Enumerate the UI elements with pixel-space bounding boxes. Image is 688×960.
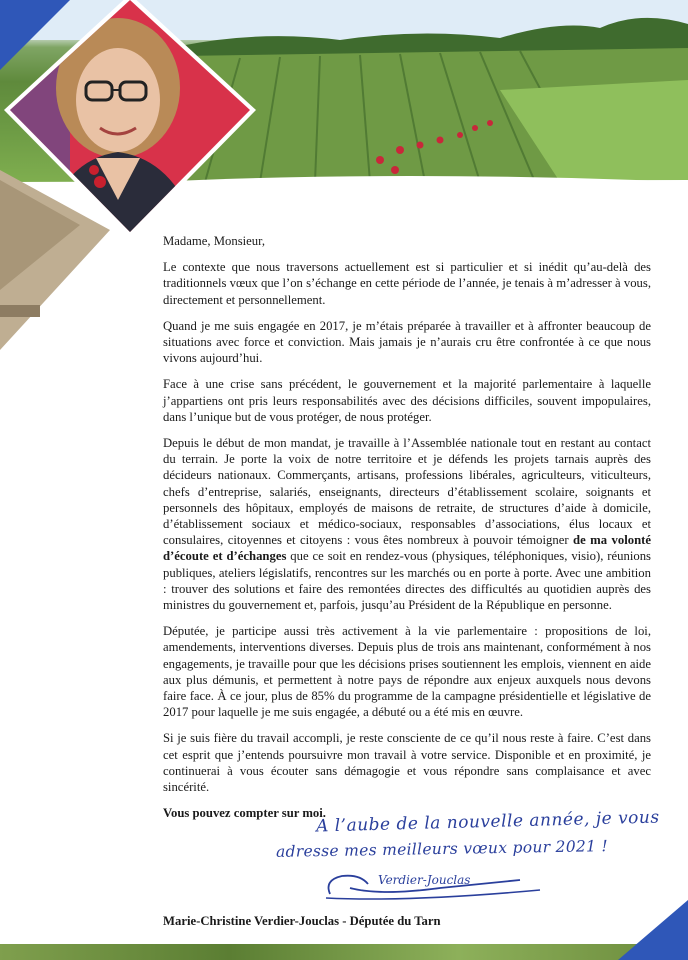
handwritten-signature	[320, 866, 550, 906]
paragraph-2: Quand je me suis engagée en 2017, je m’étais préparée à travailler et à affronter beaucoup de situations avec force et conviction. Mais jamais je n’aurais cru être confrontée à ce que nous vivons aujourd’hui.	[163, 318, 651, 366]
salutation: Madame, Monsieur,	[163, 234, 266, 248]
letter-body	[163, 233, 651, 832]
paragraph-1: Le contexte que nous traversons actuellement est si particulier et si inédit qu’au-delà des traditionnels vœux que l’on s’échange en cette période de l’année, je tenais à m’adresser à vous, directement et personnellement.	[163, 260, 651, 307]
signatory-name: Marie-Christine Verdier-Jouclas - Députée du Tarn	[163, 914, 441, 928]
paragraph-5: Députée, je participe aussi très activement à la vie parlementaire : propositions de loi, amendements, interventions diverses. Depuis plus de trois ans maintenant, conformément à nos engagements, je travaille pour que les décisions prises soutiennent les emplois, viennent en aide aux plus démunis, et permettent à notre pays de répondre aux enjeux auxquels nous devons faire face. À ce jour, plus de 85% du programme de la campagne présidentielle et législative de 2017 pour laquelle je me suis engagée, a débuté ou a été mis en œuvre.	[163, 624, 651, 720]
paragraph-4	[163, 435, 651, 613]
svg-text:Verdier-Jouclas: Verdier-Jouclas	[378, 873, 471, 887]
blue-corner-decoration-bottom	[618, 900, 688, 960]
paragraph-3: Face à une crise sans précédent, le gouvernement et la majorité parlementaire à laquelle j’appartiens ont pris leurs responsabilités avec des décisions difficiles, souvent impopulaires, dans l’unique but de vous protéger, de nous protéger.	[163, 377, 651, 424]
paragraph-4-text: Depuis le début de mon mandat, je travaille à l’Assemblée nationale tout en restant au contact du terrain. Je porte la voix de notre territoire et je défends les projets tarnais auprès des décideurs nationaux. Commerçants, artisans, professions libérales, agriculteurs, viticulteurs, chefs d’entreprise, salariés, enseignants, directeurs d’établissement scolaire, soignants et personnels des hôpitaux, employés de maisons de retraite, de structures d’aide à domicile, d’établissement sociaux et médico-sociaux, responsables d’associations, élus locaux et consulaires, citoyennes et citoyens : vous êtes nombreux à pouvoir témoigner	[163, 436, 651, 548]
paragraph-4-text-continued: que ce soit en rendez-vous (physiques, téléphoniques, visio), réunions publiques, ateliers législatifs, rencontres sur les marchés ou en porte à porte. Avec une ambition : trouver des solutions et faire des remontées directes des difficultés au quotidien auprès des ministres du gouvernement et, parfois, jusqu’au Président de la République en personne.	[163, 549, 651, 613]
paragraph-4-emphasis: de ma volonté d’écoute et d’échanges	[163, 533, 651, 564]
handwritten-line-1: A l’aube de la nouvelle année, je vous	[315, 807, 660, 837]
closing-line: Vous pouvez compter sur moi.	[163, 806, 326, 821]
handwritten-line-2: adresse mes meilleurs vœux pour 2021 !	[275, 837, 609, 861]
footer-photo-strip	[0, 944, 688, 960]
paragraph-6: Si je suis fière du travail accompli, je reste consciente de ce qu’il nous reste à faire. C’est dans cet esprit que j’entends poursuivre mon travail à votre service. Disponible et en proximité, je continuerai à vous écouter sans démagogie et vous répondre sans complaisance et avec sincérité.	[163, 731, 651, 795]
statue-photo	[0, 170, 110, 350]
